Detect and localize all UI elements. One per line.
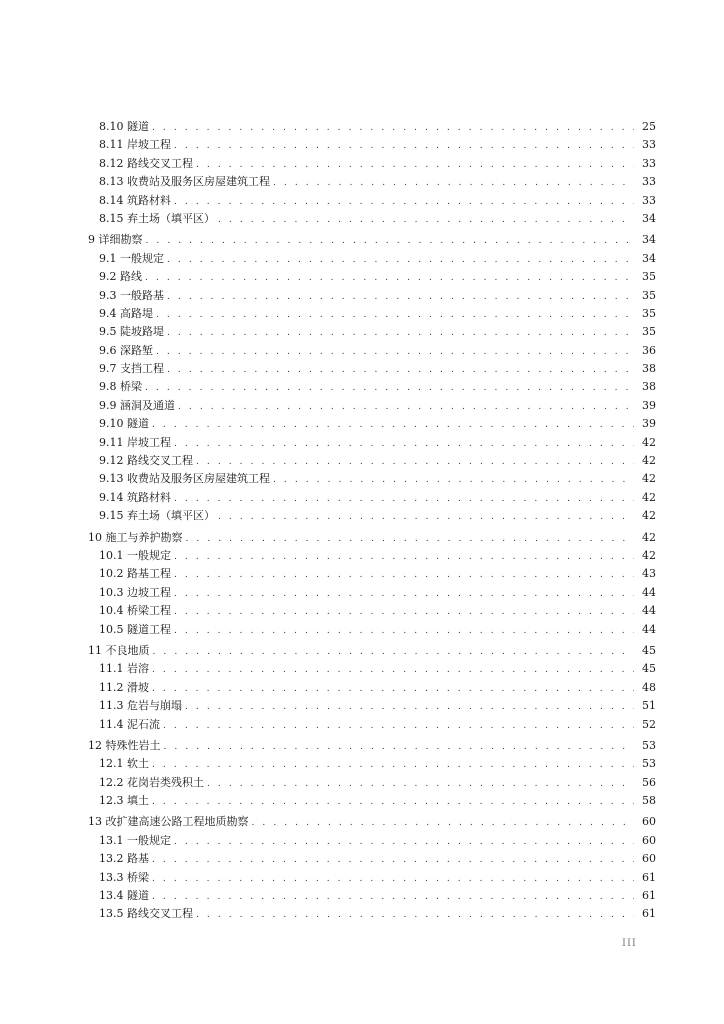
toc-subentry[interactable] (88, 305, 656, 323)
toc-entry-label: 12 特殊性岩土 (88, 738, 161, 752)
toc-page-number: 42 (642, 435, 656, 449)
toc-entry-label: 13 改扩建高速公路工程地质勘察 (88, 815, 249, 829)
toc-dot-leader (174, 435, 634, 452)
toc-dot-leader (196, 453, 634, 470)
toc-chapter-entry[interactable] (88, 529, 656, 547)
toc-dot-leader (145, 379, 634, 396)
toc-dot-leader (174, 622, 634, 639)
toc-entry-label: 9.12 路线交叉工程 (99, 454, 193, 468)
toc-subentry[interactable] (88, 774, 656, 792)
toc-entry-label: 11.3 危岩与崩塌 (99, 699, 182, 713)
toc-subentry[interactable] (88, 268, 656, 286)
toc-entry-label: 8.11 岸坡工程 (99, 138, 171, 152)
toc-subentry[interactable] (88, 621, 656, 639)
toc-dot-leader (167, 288, 634, 305)
toc-entry-label: 10 施工与养护勘察 (88, 530, 183, 544)
toc-entry-label: 9.5 陡坡路堤 (99, 325, 164, 339)
toc-entry-label: 8.15 弃土场（填平区） (99, 211, 215, 225)
toc-subentry[interactable] (88, 397, 656, 415)
toc-page-number: 48 (642, 680, 656, 694)
toc-entry-label: 13.2 路基 (99, 852, 149, 866)
toc-entry-label: 9.14 筑路材料 (99, 490, 171, 504)
toc-entry-label: 8.10 隧道 (99, 120, 149, 133)
toc-dot-leader (167, 324, 634, 341)
toc-entry-label: 8.13 收费站及服务区房屋建筑工程 (99, 175, 270, 189)
toc-subentry[interactable] (88, 118, 656, 136)
toc-page-number: 53 (642, 757, 656, 771)
toc-subentry[interactable] (88, 452, 656, 470)
toc-subentry[interactable] (88, 602, 656, 620)
toc-subentry[interactable] (88, 192, 656, 210)
toc-dot-leader (207, 775, 634, 792)
toc-chapter-entry[interactable] (88, 737, 656, 755)
toc-page-number: 38 (642, 380, 656, 394)
toc-dot-leader (156, 343, 634, 360)
toc-entry-label: 13.5 路线交叉工程 (99, 907, 193, 921)
toc-page-number: 42 (642, 490, 656, 504)
toc-subentry[interactable] (88, 360, 656, 378)
toc-section (88, 813, 656, 923)
toc-page-number: 42 (642, 548, 656, 562)
toc-section (88, 737, 656, 811)
toc-page-number: 53 (642, 738, 656, 752)
toc-page-number: 35 (642, 325, 656, 339)
toc-entry-label: 12.1 软土 (99, 757, 149, 771)
toc-page-number: 51 (642, 699, 656, 713)
toc-dot-leader (164, 738, 635, 755)
toc-page-number: 39 (642, 398, 656, 412)
toc-entry-label: 10.4 桥梁工程 (99, 604, 171, 618)
toc-dot-leader (167, 251, 634, 268)
toc-subentry[interactable] (88, 173, 656, 191)
toc-subentry[interactable] (88, 869, 656, 887)
toc-dot-leader (273, 471, 634, 488)
toc-entry-label: 11.2 滑坡 (99, 680, 149, 694)
toc-entry-label: 9.4 高路堤 (99, 306, 153, 320)
toc-dot-leader (174, 137, 634, 154)
toc-page-number: 34 (642, 233, 656, 247)
toc-page-number: 44 (642, 622, 656, 636)
toc-subentry[interactable] (88, 323, 656, 341)
toc-subentry[interactable] (88, 250, 656, 268)
toc-page-number: 43 (642, 567, 656, 581)
toc-dot-leader (174, 490, 634, 507)
toc-entry-label: 13.3 桥梁 (99, 870, 149, 884)
toc-page-number: 45 (642, 662, 656, 676)
toc-entry-label: 10.3 边坡工程 (99, 585, 171, 599)
toc-entry-label: 13.1 一般规定 (99, 833, 171, 847)
toc-page-number: 45 (642, 643, 656, 657)
toc-dot-leader (167, 361, 634, 378)
toc-section (88, 529, 656, 639)
toc-chapter-entry[interactable] (88, 642, 656, 660)
toc-entry-label: 9.10 隧道 (99, 417, 149, 431)
toc-dot-leader (196, 156, 634, 173)
toc-chapter-entry[interactable] (88, 231, 656, 249)
toc-entry-label: 9.9 涵洞及通道 (99, 398, 175, 412)
toc-entry-label: 9.15 弃土场（填平区） (99, 509, 215, 523)
toc-entry-label: 9 详细勘察 (88, 233, 143, 247)
toc-page-number: 52 (642, 717, 656, 731)
toc-page-number: 35 (642, 270, 656, 284)
toc-dot-leader (152, 888, 634, 905)
toc-page-number: 33 (642, 193, 656, 207)
toc-entry-label: 9.2 路线 (99, 270, 142, 284)
toc-entry-label: 12.3 填土 (99, 794, 149, 808)
toc-dot-leader (152, 661, 634, 678)
toc-page-number: 58 (642, 794, 656, 808)
toc-page-number: 34 (642, 251, 656, 265)
toc-dot-leader (174, 833, 634, 850)
toc-page-number: 42 (642, 454, 656, 468)
toc-page-number: 34 (642, 211, 656, 225)
toc-subentry[interactable] (88, 905, 656, 923)
toc-dot-leader (174, 585, 634, 602)
toc-dot-leader (273, 174, 634, 191)
toc-subentry[interactable] (88, 434, 656, 452)
toc-page-number: 33 (642, 175, 656, 189)
toc-dot-leader (178, 398, 634, 415)
toc-page-number: 61 (642, 889, 656, 903)
toc-subentry[interactable] (88, 136, 656, 154)
toc-page-number: 38 (642, 362, 656, 376)
toc-subentry[interactable] (88, 697, 656, 715)
toc-subentry[interactable] (88, 342, 656, 360)
toc-dot-leader (152, 416, 634, 433)
toc-entry-label: 9.1 一般规定 (99, 251, 164, 265)
toc-subentry[interactable] (88, 792, 656, 810)
toc-entry-label: 11 不良地质 (88, 643, 150, 657)
toc-page-number: 25 (642, 120, 656, 133)
toc-subentry[interactable] (88, 507, 656, 525)
toc-entry-label: 9.7 支挡工程 (99, 362, 164, 376)
toc-dot-leader (218, 508, 634, 525)
toc-dot-leader (174, 566, 634, 583)
toc-page-number: 36 (642, 343, 656, 357)
toc-entry-label: 9.11 岸坡工程 (99, 435, 171, 449)
toc-dot-leader (152, 119, 634, 136)
toc-entry-label: 9.8 桥梁 (99, 380, 142, 394)
toc-subentry[interactable] (88, 660, 656, 678)
toc-dot-leader (252, 814, 635, 831)
toc-dot-leader (145, 269, 634, 286)
toc-subentry[interactable] (88, 378, 656, 396)
toc-entry-label: 9.13 收费站及服务区房屋建筑工程 (99, 472, 270, 486)
toc-subentry[interactable] (88, 155, 656, 173)
toc-section (88, 118, 656, 228)
toc-dot-leader (152, 793, 634, 810)
toc-page-number: 61 (642, 870, 656, 884)
toc-dot-leader (163, 717, 634, 734)
toc-page-number: 42 (642, 509, 656, 523)
toc-subentry[interactable] (88, 716, 656, 734)
toc-dot-leader (152, 756, 634, 773)
toc-subentry[interactable] (88, 415, 656, 433)
toc-page-number: 60 (642, 815, 656, 829)
toc-entry-label: 10.5 隧道工程 (99, 622, 171, 636)
toc-subentry[interactable] (88, 565, 656, 583)
toc-section (88, 642, 656, 734)
toc-dot-leader (174, 548, 634, 565)
toc-page-number: 60 (642, 833, 656, 847)
toc-subentry[interactable] (88, 210, 656, 228)
toc-subentry[interactable] (88, 679, 656, 697)
toc-page-number: 42 (642, 472, 656, 486)
toc-entry-label: 11.4 泥石流 (99, 717, 160, 731)
toc-subentry[interactable] (88, 287, 656, 305)
toc-page-number: 35 (642, 288, 656, 302)
toc-page-number: 35 (642, 306, 656, 320)
toc-entry-label: 8.12 路线交叉工程 (99, 156, 193, 170)
toc-subentry[interactable] (88, 547, 656, 565)
toc-dot-leader (196, 906, 634, 923)
toc-entry-label: 9.3 一般路基 (99, 288, 164, 302)
toc-page-number: 44 (642, 604, 656, 618)
toc-chapter-entry[interactable] (88, 813, 656, 831)
toc-dot-leader (146, 232, 635, 249)
toc-subentry[interactable] (88, 755, 656, 773)
toc-page-number: 42 (642, 530, 656, 544)
toc-entry-label: 10.1 一般规定 (99, 548, 171, 562)
toc-subentry[interactable] (88, 887, 656, 905)
toc-page-number: 60 (642, 852, 656, 866)
toc-dot-leader (186, 530, 635, 547)
toc-page-number: 39 (642, 417, 656, 431)
toc-entry-label: 8.14 筑路材料 (99, 193, 171, 207)
toc-page-number: 56 (642, 775, 656, 789)
toc-dot-leader (218, 211, 634, 228)
toc-section (88, 231, 656, 525)
table-of-contents (88, 118, 656, 927)
toc-dot-leader (174, 603, 634, 620)
toc-subentry[interactable] (88, 850, 656, 868)
toc-dot-leader (152, 851, 634, 868)
toc-entry-label: 12.2 花岗岩类残积土 (99, 775, 204, 789)
page-number: III (622, 938, 637, 949)
toc-entry-label: 10.2 路基工程 (99, 567, 171, 581)
toc-entry-label: 9.6 深路堑 (99, 343, 153, 357)
toc-dot-leader (152, 680, 634, 697)
toc-dot-leader (185, 698, 634, 715)
toc-dot-leader (153, 643, 635, 660)
toc-page-number: 61 (642, 907, 656, 921)
toc-entry-label: 13.4 隧道 (99, 889, 149, 903)
toc-entry-label: 11.1 岩溶 (99, 662, 149, 676)
toc-subentry[interactable] (88, 584, 656, 602)
toc-dot-leader (152, 870, 634, 887)
toc-page-number: 44 (642, 585, 656, 599)
toc-dot-leader (174, 193, 634, 210)
toc-dot-leader (156, 306, 634, 323)
toc-page-number: 33 (642, 156, 656, 170)
toc-subentry[interactable] (88, 489, 656, 507)
toc-page-number: 33 (642, 138, 656, 152)
toc-subentry[interactable] (88, 470, 656, 488)
toc-subentry[interactable] (88, 832, 656, 850)
